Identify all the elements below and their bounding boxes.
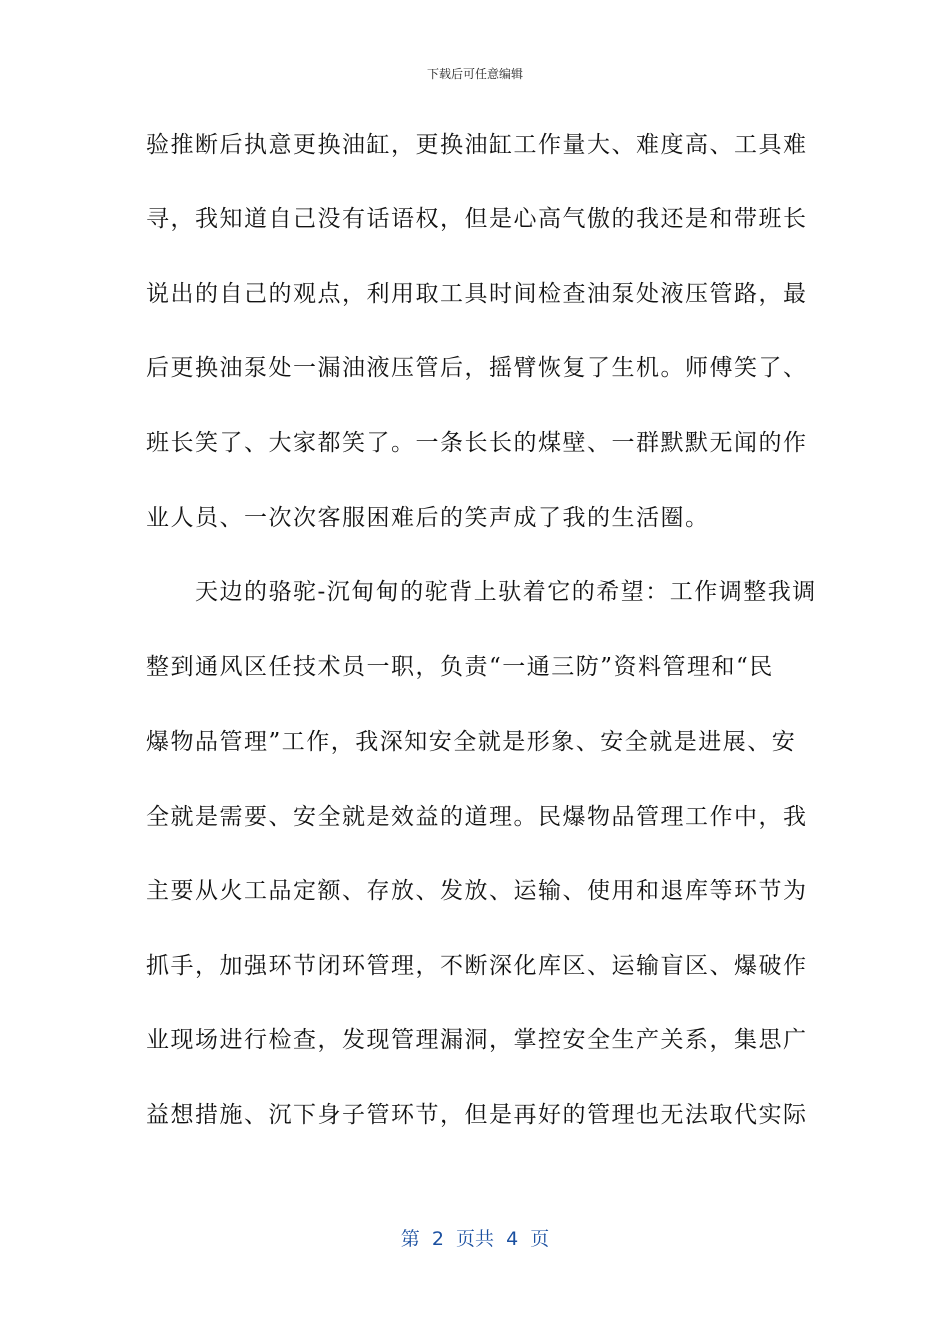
- text-line: 业人员、一次次客服困难后的笑声成了我的生活圈。: [146, 505, 710, 531]
- text-line: 全就是需要、安全就是效益的道理。民爆物品管理工作中，我: [146, 804, 808, 830]
- text-line: 寻，我知道自己没有话语权，但是心高气傲的我还是和带班长: [146, 206, 808, 232]
- text-line: 验推断后执意更换油缸，更换油缸工作量大、难度高、工具难: [146, 132, 808, 158]
- text-line: 爆物品管理”工作，我深知安全就是形象、安全就是进展、安: [146, 729, 797, 755]
- page-header-note: 下载后可任意编辑: [426, 67, 523, 81]
- text-line: 主要从火工品定额、存放、发放、运输、使用和退库等环节为: [146, 878, 808, 904]
- page-number: 第 2 页共 4 页: [400, 1228, 550, 1250]
- text-line: 抓手，加强环节闭环管理，不断深化库区、运输盲区、爆破作: [146, 953, 808, 979]
- text-line: 益想措施、沉下身子管环节，但是再好的管理也无法取代实际: [146, 1102, 808, 1128]
- text-line: 说出的自己的观点，利用取工具时间检查油泵处液压管路，最: [146, 281, 808, 307]
- text-line: 整到通风区任技术员一职，负责“一通三防”资料管理和“民: [146, 654, 774, 680]
- text-line: 业现场进行检查，发现管理漏洞，掌控安全生产关系，集思广: [146, 1027, 808, 1053]
- text-line: 后更换油泵处一漏油液压管后，摇臂恢复了生机。师傅笑了、: [146, 355, 808, 381]
- text-line: 班长笑了、大家都笑了。一条长长的煤壁、一群默默无闻的作: [146, 430, 808, 456]
- text-line: 天边的骆驼-沉甸甸的驼背上驮着它的希望：工作调整我调: [146, 579, 817, 605]
